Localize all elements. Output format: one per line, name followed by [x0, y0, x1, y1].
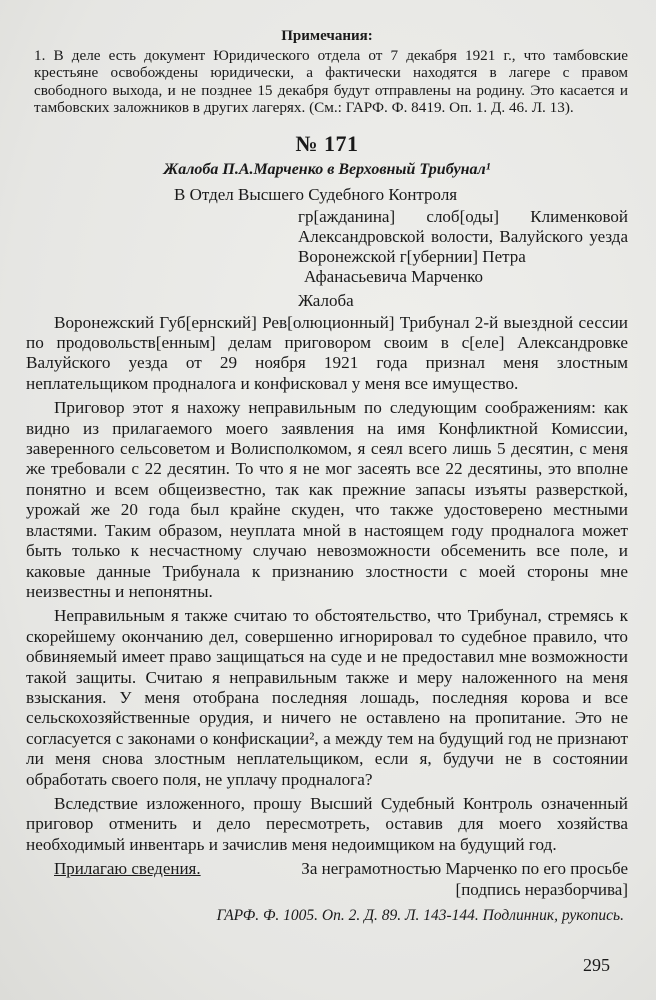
attachment-note: Прилагаю сведения. [54, 859, 201, 879]
notes-title: Примечания: [281, 28, 373, 44]
addressee: В Отдел Высшего Судебного Контроля [174, 184, 458, 204]
illiterate-note: За неграмотностью Марченко по его просьбе [301, 859, 628, 879]
sender-main: гр[ажданина] слоб[оды] Клименковой Александровской волости, Валуйского уезда Воронежской г[убернии] Петра [298, 206, 628, 266]
note-item-1: 1. В деле есть документ Юридического отдела от 7 декабря 1921 г., что тамбовские крестьяне освобождены юридически, а фактически находятся в лагере с правом свободного выхода, и не позднее 15 декабря будут отправлены на родину. Это касается и тамбовских заложников в других лагерях. (См.: ГАРФ. Ф. 8419. Оп. 1. Д. 46. Л. 13). [34, 47, 628, 117]
sender [26, 207, 628, 287]
archive-source: ГАРФ. Ф. 1005. Оп. 2. Д. 89. Л. 143-144. Подлинник, рукопись. [216, 907, 624, 925]
paragraph-4: Вследствие изложенного, прошу Высший Судебный Контроль означенный приговор отменить и дело пересмотреть, оставив для моего хозяйства необходимый инвентарь и зачислив меня недоимщиком на будущий год. [26, 793, 628, 854]
complaint-heading: Жалоба [298, 290, 354, 310]
paragraph-1: Воронежский Губ[ернский] Рев[олюционный] Трибунал 2-й выездной сессии по продовольств[енным] делам приговором своим в с[еле] Александровке Валуйского уезда от 29 ноября 1921 года признал меня злостным неплательщиком продналога и конфисковал у меня все имущество. [26, 312, 628, 393]
document-title: Жалоба П.А.Марченко в Верховный Трибунал¹ [163, 160, 491, 178]
sender-last-line: Афанасьевича Марченко [304, 266, 483, 286]
document-number: № 171 [295, 130, 359, 156]
closing-block [26, 859, 628, 901]
page-number: 295 [583, 955, 610, 975]
signature-note: [подпись неразборчива] [455, 880, 628, 900]
paragraph-2: Приговор этот я нахожу неправильным по следующим соображениям: как видно из прилагаемого моего заявления на имя Конфликтной Комиссии, заверенного сельсоветом и Волисполкомом, я сеял всего лишь 5 десятин, с меня же требовали с 22 десятин. То что я не мог засеять все 22 десятины, это вполне понятно и всем общеизвестно, так как прежние запасы изъяты разверсткой, урожай же 20 года был крайне скуден, что также удостоверено местными властями. Таким образом, неуплата мной в настоящем году продналога может быть только к несчастному случаю невозможности обсеменить все поле, и каковые данные Трибунала к признанию злостности с моей стороны мне неизвестны и непонятны. [26, 398, 628, 601]
paragraph-3: Неправильным я также считаю то обстоятельство, что Трибунал, стремясь к скорейшему окончанию дел, совершенно игнорировал то судебное правило, что обвиняемый имеет право защищаться на суде и не предоставил мне возможности такой защиты. Считаю я неправильным также и меру наложенного на меня взыскания. У меня отобрана последняя лошадь, последняя корова и все сельскохозяйственные орудия, и ничего не оставлено на пропитание. Это не согласуется с законами о конфискации², а между тем на будущий год не признают ли меня снова злостным неплательщиком, если я, будучи не в состоянии обработать своего поля, не уплачу продналога? [26, 606, 628, 789]
